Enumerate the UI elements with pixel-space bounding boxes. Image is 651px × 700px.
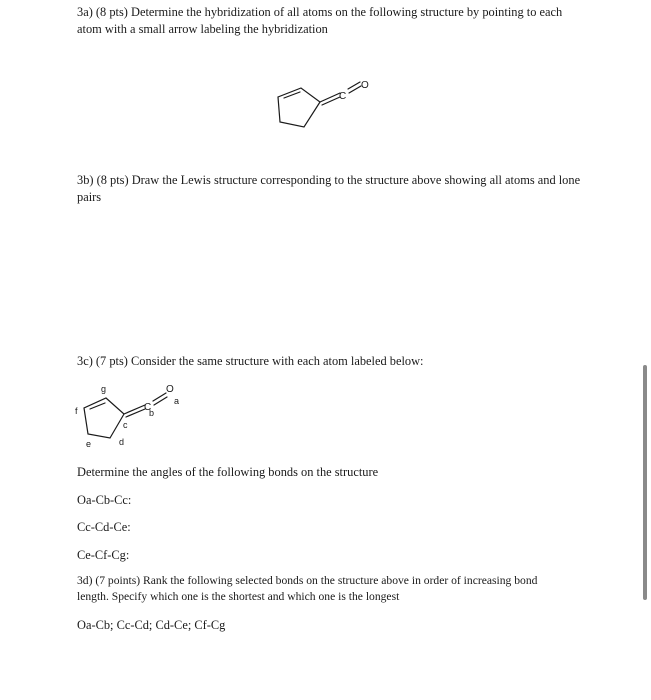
carbonyl-double-bond-1 bbox=[348, 82, 360, 89]
label-d: d bbox=[119, 437, 125, 447]
labeled-atom-o: O bbox=[166, 384, 174, 395]
labeled-exocyclic-double-bond-2 bbox=[126, 409, 145, 417]
label-f: f bbox=[75, 406, 78, 416]
labeled-carbonyl-double-bond-2 bbox=[154, 397, 167, 405]
question-3b-text: 3b) (8 pts) Draw the Lewis structure corresponding to the structure above showing all atoms and lone pairs bbox=[77, 173, 581, 204]
bond-angle-prompt: Determine the angles of the following bonds on the structure bbox=[77, 465, 379, 479]
labeled-ring-double-bond bbox=[90, 403, 105, 409]
scrollbar[interactable] bbox=[643, 365, 647, 600]
labeled-atom-c: C bbox=[144, 402, 152, 413]
question-3d-text: 3d) (7 points) Rank the following selected bonds on the structure above in order of increasing bond length. Specify which one is the shortest and which one is the longest bbox=[77, 574, 538, 603]
bond-length-list: Oa-Cb; Cc-Cd; Cd-Ce; Cf-Cg bbox=[77, 618, 226, 632]
question-3c-text: 3c) (7 pts) Consider the same structure with each atom labeled below: bbox=[77, 354, 424, 368]
bond-angle-item: Cc-Cd-Ce: bbox=[77, 520, 131, 534]
bond-angle-item: Oa-Cb-Cc: bbox=[77, 493, 132, 507]
labeled-exocyclic-double-bond-1 bbox=[124, 405, 145, 414]
atom-c-label: C bbox=[339, 91, 347, 102]
carbonyl-double-bond-2 bbox=[349, 86, 361, 93]
bond-angle-item: Ce-Cf-Cg: bbox=[77, 548, 130, 562]
label-c: c bbox=[123, 420, 128, 430]
cyclopentene-ring bbox=[278, 88, 320, 127]
label-e: e bbox=[86, 439, 92, 449]
labeled-cyclopentene-ring bbox=[84, 398, 124, 438]
label-a: a bbox=[174, 396, 180, 406]
labeled-carbonyl-double-bond-1 bbox=[153, 393, 166, 401]
exocyclic-double-bond-2 bbox=[322, 97, 340, 105]
label-b: b bbox=[149, 408, 155, 418]
exocyclic-double-bond-1 bbox=[320, 93, 340, 102]
ring-double-bond bbox=[284, 92, 300, 98]
atom-o-label: O bbox=[361, 80, 369, 91]
question-3a-text: 3a) (8 pts) Determine the hybridization of all atoms on the following structure by pointing to each atom with a small arrow labeling the hybridization bbox=[77, 5, 563, 36]
label-g: g bbox=[101, 384, 107, 394]
